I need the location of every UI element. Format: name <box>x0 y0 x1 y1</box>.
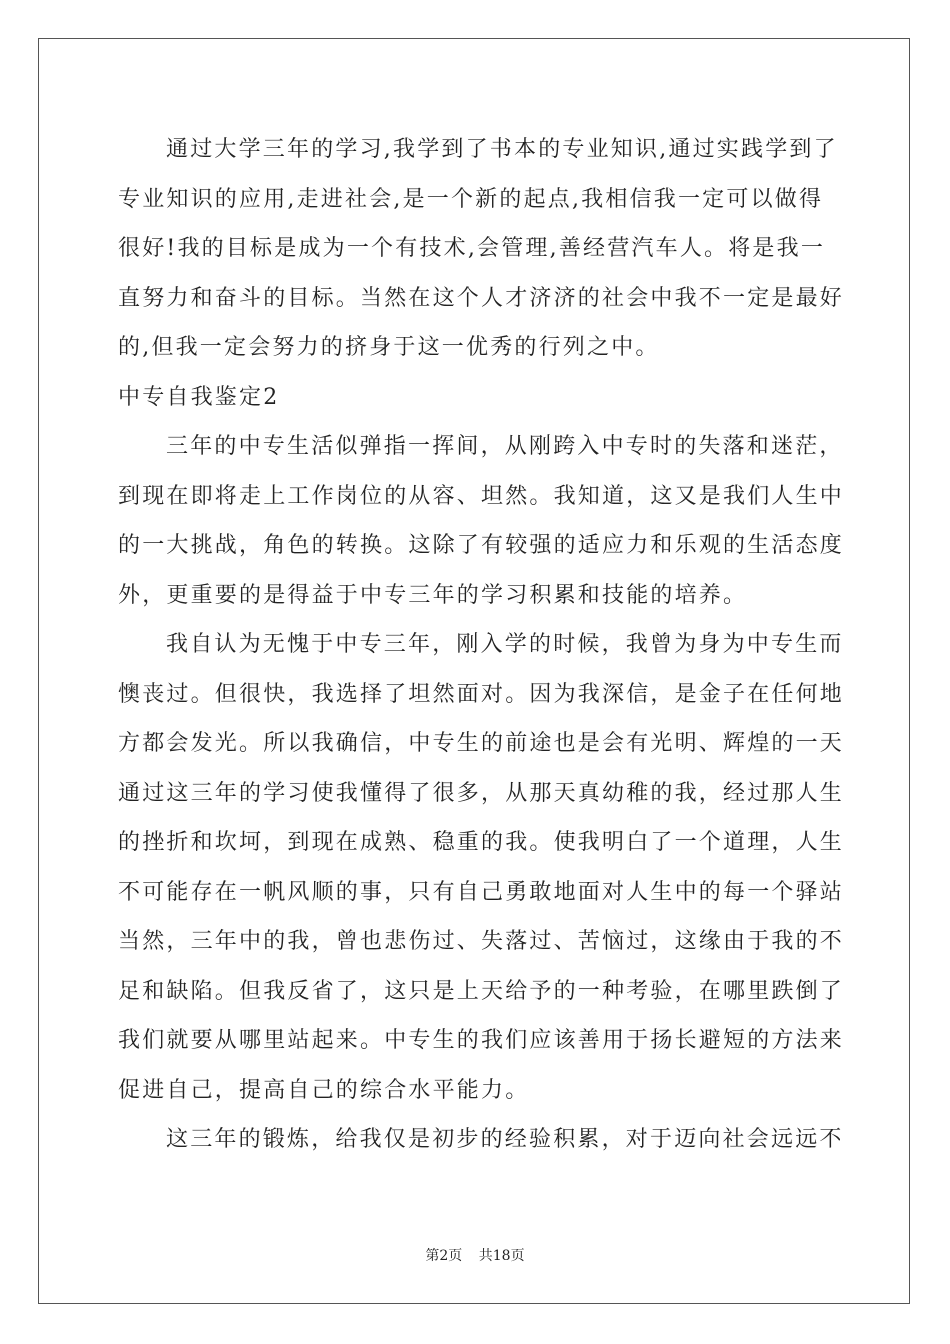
text-line: 专业知识的应用,走进社会,是一个新的起点,我相信我一定可以做得 <box>118 186 824 212</box>
text-line: 很好!我的目标是成为一个有技术,会管理,善经营汽车人。将是我一 <box>118 236 826 261</box>
text-line: 通过这三年的学习使我懂得了很多，从那天真幼稚的我，经过那人生 <box>118 780 845 806</box>
text-line: 通过大学三年的学习,我学到了书本的专业知识,通过实践学到了 <box>166 137 838 162</box>
document-body <box>118 125 845 1165</box>
text-line: 不可能存在一帆风顺的事，只有自己勇敢地面对人生中的每一个驿站 <box>118 879 845 905</box>
text-line: 到现在即将走上工作岗位的从容、坦然。我知道，这又是我们人生中 <box>118 483 845 509</box>
text-line: 当然，三年中的我，曾也悲伤过、失落过、苦恼过，这缘由于我的不 <box>118 929 845 954</box>
text-line: 懊丧过。但很快，我选择了坦然面对。因为我深信，是金子在任何地 <box>118 681 845 707</box>
text-line: 三年的中专生活似弹指一挥间，从刚跨入中专时的失落和迷茫， <box>166 434 844 459</box>
text-line: 促进自己，提高自己的综合水平能力。 <box>118 1077 530 1103</box>
text-line: 足和缺陷。但我反省了，这只是上天给予的一种考验，在哪里跌倒了 <box>118 978 845 1004</box>
text-line: 我自认为无愧于中专三年，刚入学的时候，我曾为身为中专生而 <box>166 632 844 657</box>
page-footer <box>0 1245 950 1265</box>
text-line: 我们就要从哪里站起来。中专生的我们应该善用于扬长避短的方法来 <box>118 1028 845 1053</box>
text-line: 的一大挑战，角色的转换。这除了有较强的适应力和乐观的生活态度 <box>118 533 845 558</box>
text-line: 外，更重要的是得益于中专三年的学习积累和技能的培养。 <box>118 582 748 608</box>
text-line: 直努力和奋斗的目标。当然在这个人才济济的社会中我不一定是最好 <box>118 285 845 311</box>
text-line: 的挫折和坎坷，到现在成熟、稳重的我。使我明白了一个道理，人生 <box>118 830 845 855</box>
text-line: 方都会发光。所以我确信，中专生的前途也是会有光明、辉煌的一天 <box>118 731 845 756</box>
page-total: 共18页 <box>478 1248 525 1264</box>
section-heading: 中专自我鉴定2 <box>118 384 280 410</box>
page-number: 第2页 <box>425 1248 463 1264</box>
text-line: 的,但我一定会努力的挤身于这一优秀的行列之中。 <box>118 335 660 360</box>
text-line: 这三年的锻炼，给我仅是初步的经验积累，对于迈向社会远远不 <box>166 1127 844 1152</box>
